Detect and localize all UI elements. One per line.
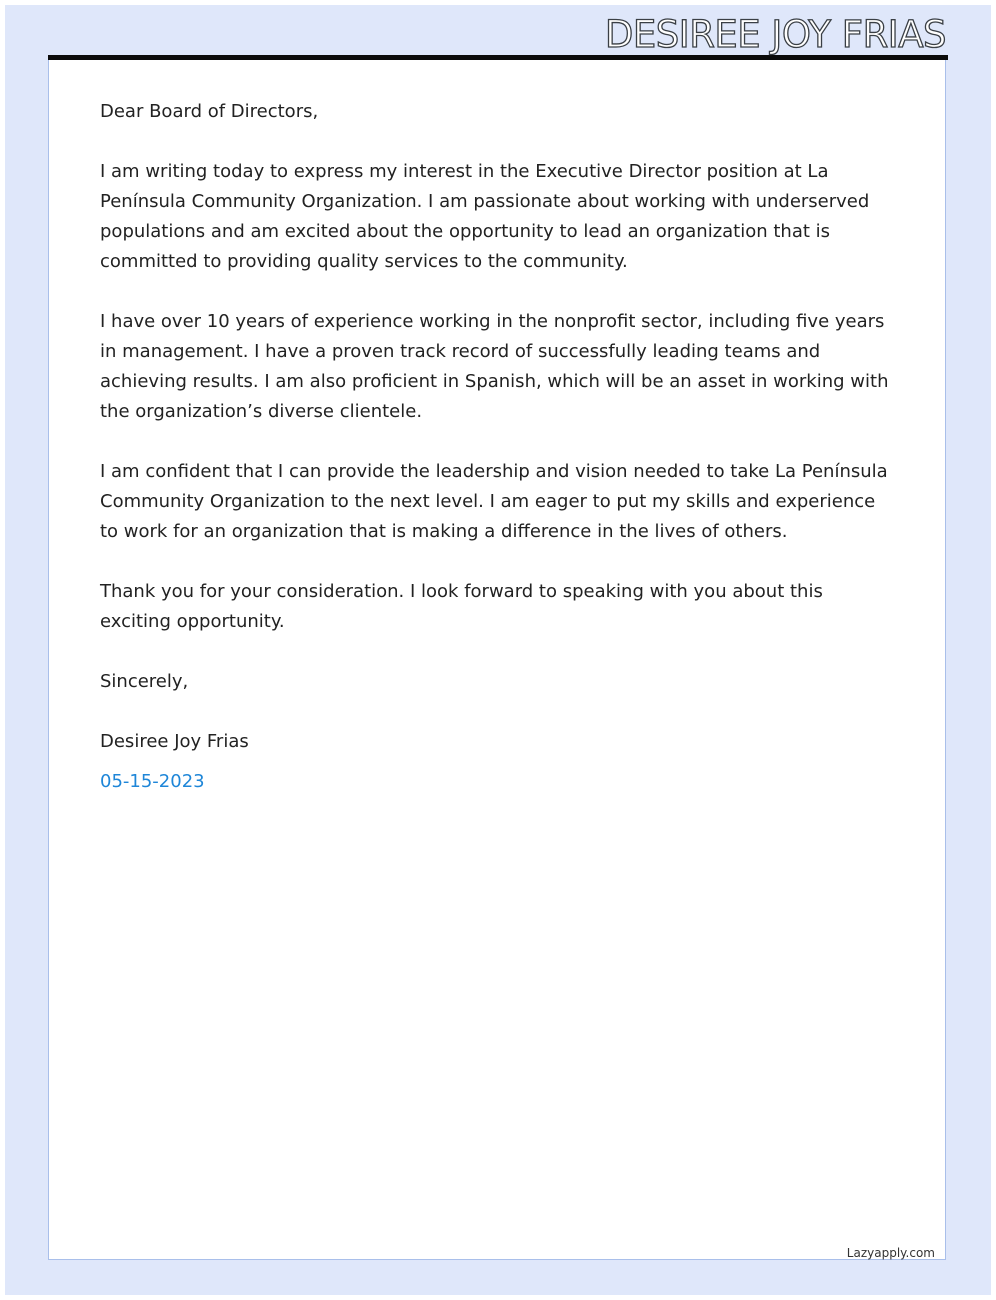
letter-paragraph-4: Thank you for your consideration. I look forward to speaking with you about this exciting opportunity.: [100, 581, 823, 632]
signature-name: Desiree Joy Frias: [100, 731, 249, 752]
letter-paragraph-2: I have over 10 years of experience working in the nonprofit sector, including five years in management. I have a proven track record of successfully leading teams and achieving results. I am also proficient in Spanish, which will be an asset in working with the organization’s diverse clientele.: [100, 311, 889, 422]
cover-letter-body: [100, 97, 896, 797]
letter-paragraph-3: I am confident that I can provide the leadership and vision needed to take La Península Community Organization to the next level. I am eager to put my skills and experience to work for an organization that is making a difference in the lives of others.: [100, 461, 888, 542]
closing: Sincerely,: [100, 671, 189, 692]
candidate-name-heading: DESIREE JOY FRIAS: [604, 13, 946, 56]
salutation: Dear Board of Directors,: [100, 101, 319, 122]
watermark: Lazyapply.com: [846, 1246, 935, 1260]
letter-paragraph-1: I am writing today to express my interest in the Executive Director position at La Península Community Organization. I am passionate about working with underserved populations and am excited about the opportunity to lead an organization that is committed to providing quality services to the community.: [100, 161, 870, 272]
letter-date: 05-15-2023: [100, 771, 205, 792]
